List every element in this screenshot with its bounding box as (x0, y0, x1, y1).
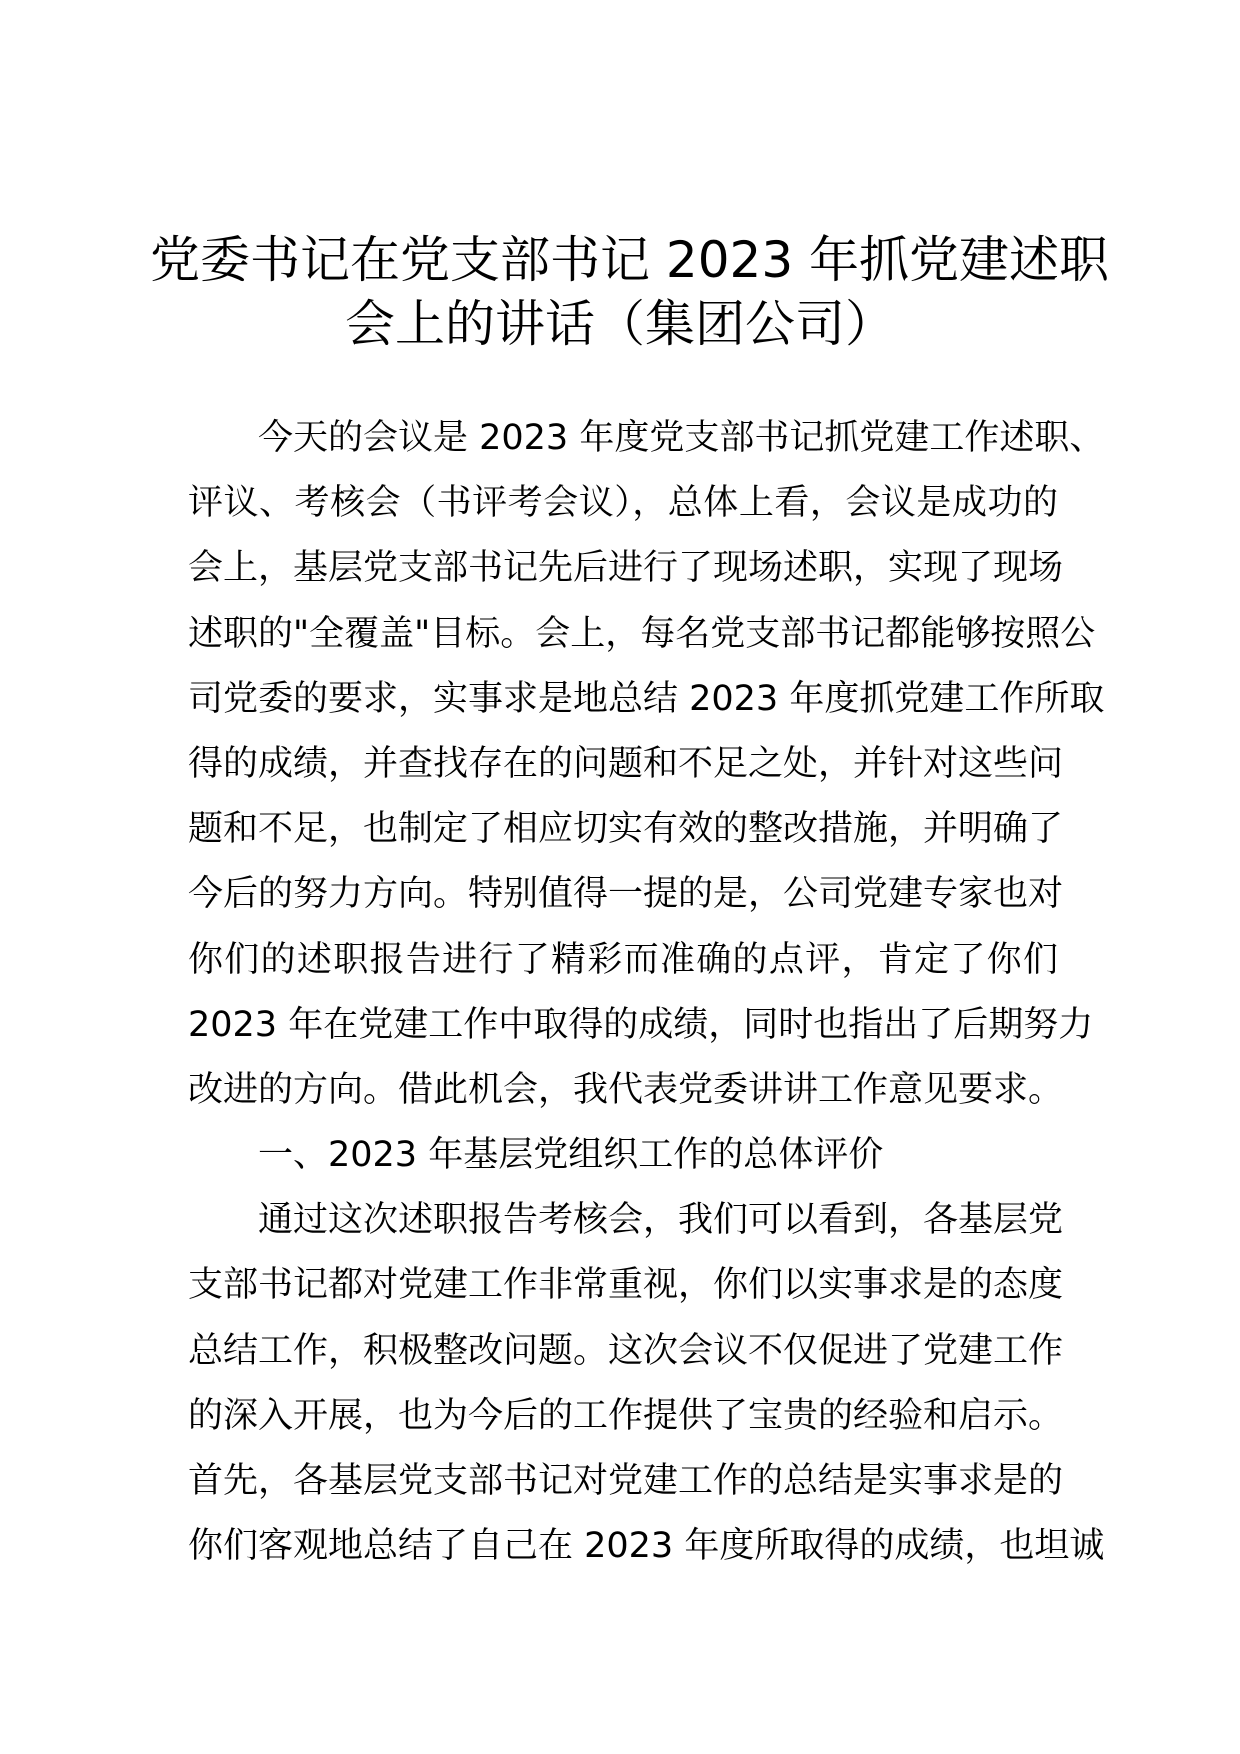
paragraph-2 (188, 1188, 1105, 1579)
text-line: 题和不足，也制定了相应切实有效的整改措施，并明确了 (188, 809, 1064, 850)
text-line: 支部书记都对党建工作非常重视，你们以实事求是的态度 (188, 1265, 1064, 1306)
text-line: 总结工作，积极整改问题。这次会议不仅促进了党建工作 (188, 1330, 1064, 1371)
text-line: 改进的方向。借此机会，我代表党委讲讲工作意见要求。 (188, 1069, 1064, 1110)
text-line: 述职的"全覆盖"目标。会上，每名党支部书记都能够按照公 (188, 613, 1096, 654)
text-line: 司党委的要求，实事求是地总结 2023 年度抓党建工作所取 (188, 678, 1105, 719)
text-line: 2023 年在党建工作中取得的成绩，同时也指出了后期努力 (188, 1004, 1094, 1045)
text-line: 会上，基层党支部书记先后进行了现场述职，实现了现场 (188, 548, 1064, 589)
text-line: 通过这次述职报告考核会，我们可以看到，各基层党 (258, 1200, 1064, 1241)
document-title (150, 228, 1110, 356)
paragraph-1 (188, 406, 1105, 1123)
title-line: 党委书记在党支部书记 2023 年抓党建述职 (150, 231, 1110, 289)
text-line: 首先，各基层党支部书记对党建工作的总结是实事求是的 (188, 1461, 1064, 1501)
text-line: 评议、考核会（书评考会议），总体上看，会议是成功的 (188, 483, 1058, 524)
text-line: 今后的努力方向。特别值得一提的是，公司党建专家也对 (188, 874, 1064, 915)
section-heading: 一、2023 年基层党组织工作的总体评价 (258, 1135, 884, 1176)
text-line: 的深入开展，也为今后的工作提供了宝贵的经验和启示。 (188, 1395, 1064, 1436)
document-body (188, 406, 1105, 1579)
text-line: 你们客观地总结了自己在 2023 年度所取得的成绩，也坦诚 (188, 1526, 1105, 1567)
text-line: 你们的述职报告进行了精彩而准确的点评，肯定了你们 (188, 939, 1058, 980)
text-line: 得的成绩，并查找存在的问题和不足之处，并针对这些问 (188, 743, 1064, 784)
text-line: 今天的会议是 2023 年度党支部书记抓党建工作述职、 (258, 418, 1105, 458)
title-line: 会上的讲话（集团公司） (345, 295, 895, 353)
